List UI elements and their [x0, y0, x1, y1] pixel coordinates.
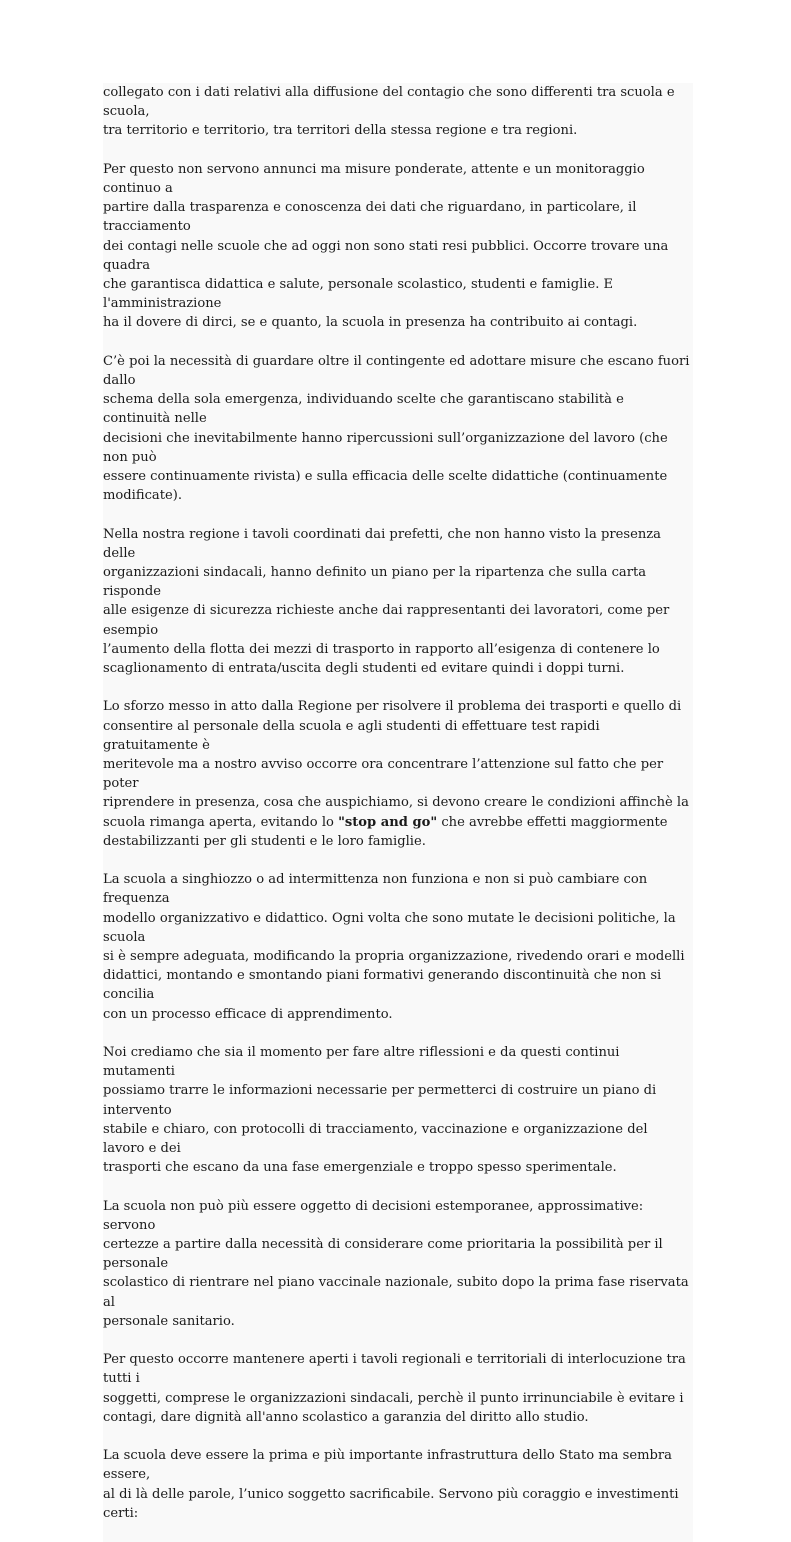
paragraph-5-text-after: che avrebbe effetti maggiormente destabilizzanti per gli studenti e le loro famiglie. [103, 814, 668, 849]
paragraph-4: Nella nostra regione i tavoli coordinati dai prefetti, che non hanno visto la presenza delle organizzazioni sindacali, hanno definito un piano per la ripartenza che sulla carta risponde alle esigenze di sicurezza richieste anche dai rappresentanti dei lavoratori, come per esempio l’aumento della flotta dei mezzi di trasporto in rapporto all’esigenza di contenere lo scaglionamento di entrata/uscita degli studenti ed evitare quindi i doppi turni. [103, 526, 670, 677]
stop-and-go-emphasis: "stop and go" [338, 814, 438, 830]
paragraph-5 [103, 697, 693, 851]
paragraph-2: Per questo non servono annunci ma misure ponderate, attente e un monitoraggio continuo a partire dalla trasparenza e conoscenza dei dati che riguardano, in particolare, il tracciamento dei contagi nelle scuole che ad oggi non sono stati resi pubblici. Occorre trovare una quadra che garantisca didattica e salute, personale scolastico, studenti e famiglie. E l'amministrazione ha il dovere di dirci, se e quanto, la scuola in presenza ha contribuito ai contagi. [103, 161, 669, 331]
paragraph-3: C’è poi la necessità di guardare oltre il contingente ed adottare misure che escano fuori dallo schema della sola emergenza, individuando scelte che garantiscano stabilità e continuità nelle decisioni che inevitabilmente hanno ripercussioni sull’organizzazione del lavoro (che non può essere continuamente rivista) e sulla efficacia delle scelte didattiche (continuamente modificate). [103, 353, 690, 504]
paragraph-8: La scuola non può più essere oggetto di decisioni estemporanee, approssimative: servono certezze a partire dalla necessità di considerare come prioritaria la possibilità per il personale scolastico di rientrare nel piano vaccinale nazionale, subito dopo la prima fase riservata al personale sanitario. [103, 1198, 689, 1329]
paragraph-7: Noi crediamo che sia il momento per fare altre riflessioni e da questi continui mutamenti possiamo trarre le informazioni necessarie per permetterci di costruire un piano di intervento stabile e chiaro, con protocolli di tracciamento, vaccinazione e organizzazione del lavoro e dei trasporti che escano da una fase emergenziale e troppo spesso sperimentale. [103, 1045, 657, 1176]
paragraph-5-text-before: Lo sforzo messo in atto dalla Regione per risolvere il problema dei trasporti e quello di consentire al personale della scuola e agli studenti di effettuare test rapidi gratuitamente è meritevole ma a nostro avviso occorre ora concentrare l’attenzione sul fatto che per poter riprendere in presenza, cosa che auspichiamo, si devono creare le condizioni affinchè la scuola rimanga aperta, evitando lo [103, 699, 689, 830]
paragraph-10: La scuola deve essere la prima e più importante infrastruttura dello Stato ma sembra essere, al di là delle parole, l’unico soggetto sacrificabile. Servono più coraggio e investimenti certi: [103, 1448, 679, 1521]
paragraph-1: collegato con i dati relativi alla diffusione del contagio che sono differenti tra scuola e scuola, tra territorio e territorio, tra territori della stessa regione e tra regioni. [103, 85, 675, 139]
paragraph-9: Per questo occorre mantenere aperti i tavoli regionali e territoriali di interlocuzione tra tutti i soggetti, comprese le organizzazioni sindacali, perchè il punto irrinunciabile è evitare i contagi, dare dignità all'anno scolastico a garanzia del diritto allo studio. [103, 1352, 686, 1425]
paragraph-6: La scuola a singhiozzo o ad intermittenza non funziona e non si può cambiare con frequenza modello organizzativo e didattico. Ogni volta che sono mutate le decisioni politiche, la scuola si è sempre adeguata, modificando la propria organizzazione, rivedendo orari e modelli didattici, montando e smontando piani formativi generando discontinuità che non si concilia con un processo efficace di apprendimento. [103, 872, 685, 1022]
document-body [103, 83, 693, 1542]
